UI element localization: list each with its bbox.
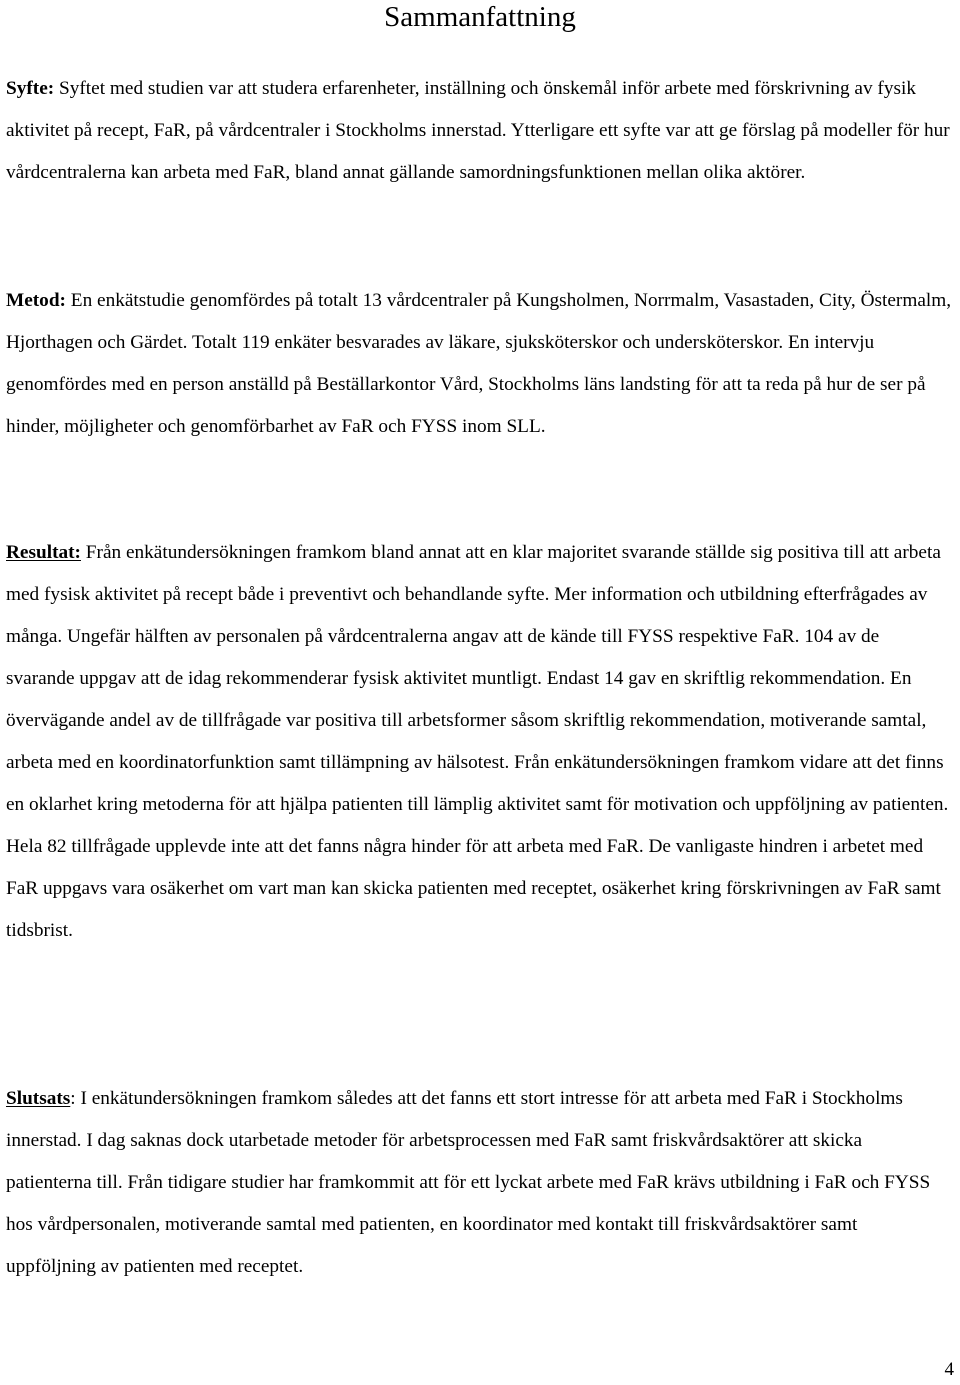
section-text-resultat: Från enkätundersökningen framkom bland annat att en klar majoritet svarande ställde sig positiva till att arbeta med fysisk aktivitet på recept både i preventivt och behandlande syfte. Mer information och utbildning efterfrågades av många. Ungefär hälften av personalen på vårdcentralerna angav att de kände till FYSS respektive FaR. 104 av de svarande uppgav att de idag rekommenderar fysisk aktivitet muntligt. Endast 14 gav en skriftlig rekommendation. En övervägande andel av de tillfrågade var positiva till arbetsformer såsom skriftlig rekommendation, motiverande samtal, arbeta med en koordinatorfunktion samt tillämpning av hälsotest. Från enkätundersökningen framkom vidare att det finns en oklarhet kring metoderna för att hjälpa patienten till lämplig aktivitet samt för motivation och uppföljning av patienten. Hela 82 tillfrågade upplevde inte att det fanns några hinder för att arbeta med FaR. De vanligaste hindren i arbetet med FaR uppgavs vara osäkerhet om vart man kan skicka patienten med receptet, osäkerhet kring förskrivningen av FaR samt tidsbrist. xyxy=(6,542,949,941)
section-label-slutsats: Slutsats xyxy=(6,1088,71,1109)
section-syfte xyxy=(6,68,952,194)
section-resultat xyxy=(6,532,952,952)
section-text-syfte: Syftet med studien var att studera erfarenheter, inställning och önskemål inför arbete med förskrivning av fysik aktivitet på recept, FaR, på vårdcentraler i Stockholms innerstad. Ytterligare ett syfte var att ge förslag på modeller för hur vårdcentralerna kan arbeta med FaR, bland annat gällande samordningsfunktionen mellan olika aktörer. xyxy=(6,78,950,183)
section-slutsats xyxy=(6,1078,952,1288)
page-title: Sammanfattning xyxy=(384,1,576,33)
section-metod xyxy=(6,280,952,448)
section-label-resultat: Resultat: xyxy=(6,542,81,563)
section-text-metod: En enkätstudie genomfördes på totalt 13 vårdcentraler på Kungsholmen, Norrmalm, Vasastaden, City, Östermalm, Hjorthagen och Gärdet. Totalt 119 enkäter besvarades av läkare, sjuksköterskor och undersköterskor. En intervju genomfördes med en person anställd på Beställarkontor Vård, Stockholms läns landsting för att ta reda på hur de ser på hinder, möjligheter och genomförbarhet av FaR och FYSS inom SLL. xyxy=(6,290,952,437)
section-label-syfte: Syfte: xyxy=(6,78,55,99)
section-text-slutsats: : I enkätundersökningen framkom således att det fanns ett stort intresse för att arbeta med FaR i Stockholms innerstad. I dag saknas dock utarbetade metoder för arbetsprocessen med FaR samt friskvårdsaktörer att skicka patienterna till. Från tidigare studier har framkommit att för ett lyckat arbete med FaR krävs utbildning i FaR och FYSS hos vårdpersonalen, motiverande samtal med patienten, en koordinator med kontakt till friskvårdsaktörer samt uppföljning av patienten med receptet. xyxy=(6,1088,931,1277)
section-label-metod: Metod: xyxy=(6,290,66,311)
page-number: 4 xyxy=(944,1359,954,1380)
